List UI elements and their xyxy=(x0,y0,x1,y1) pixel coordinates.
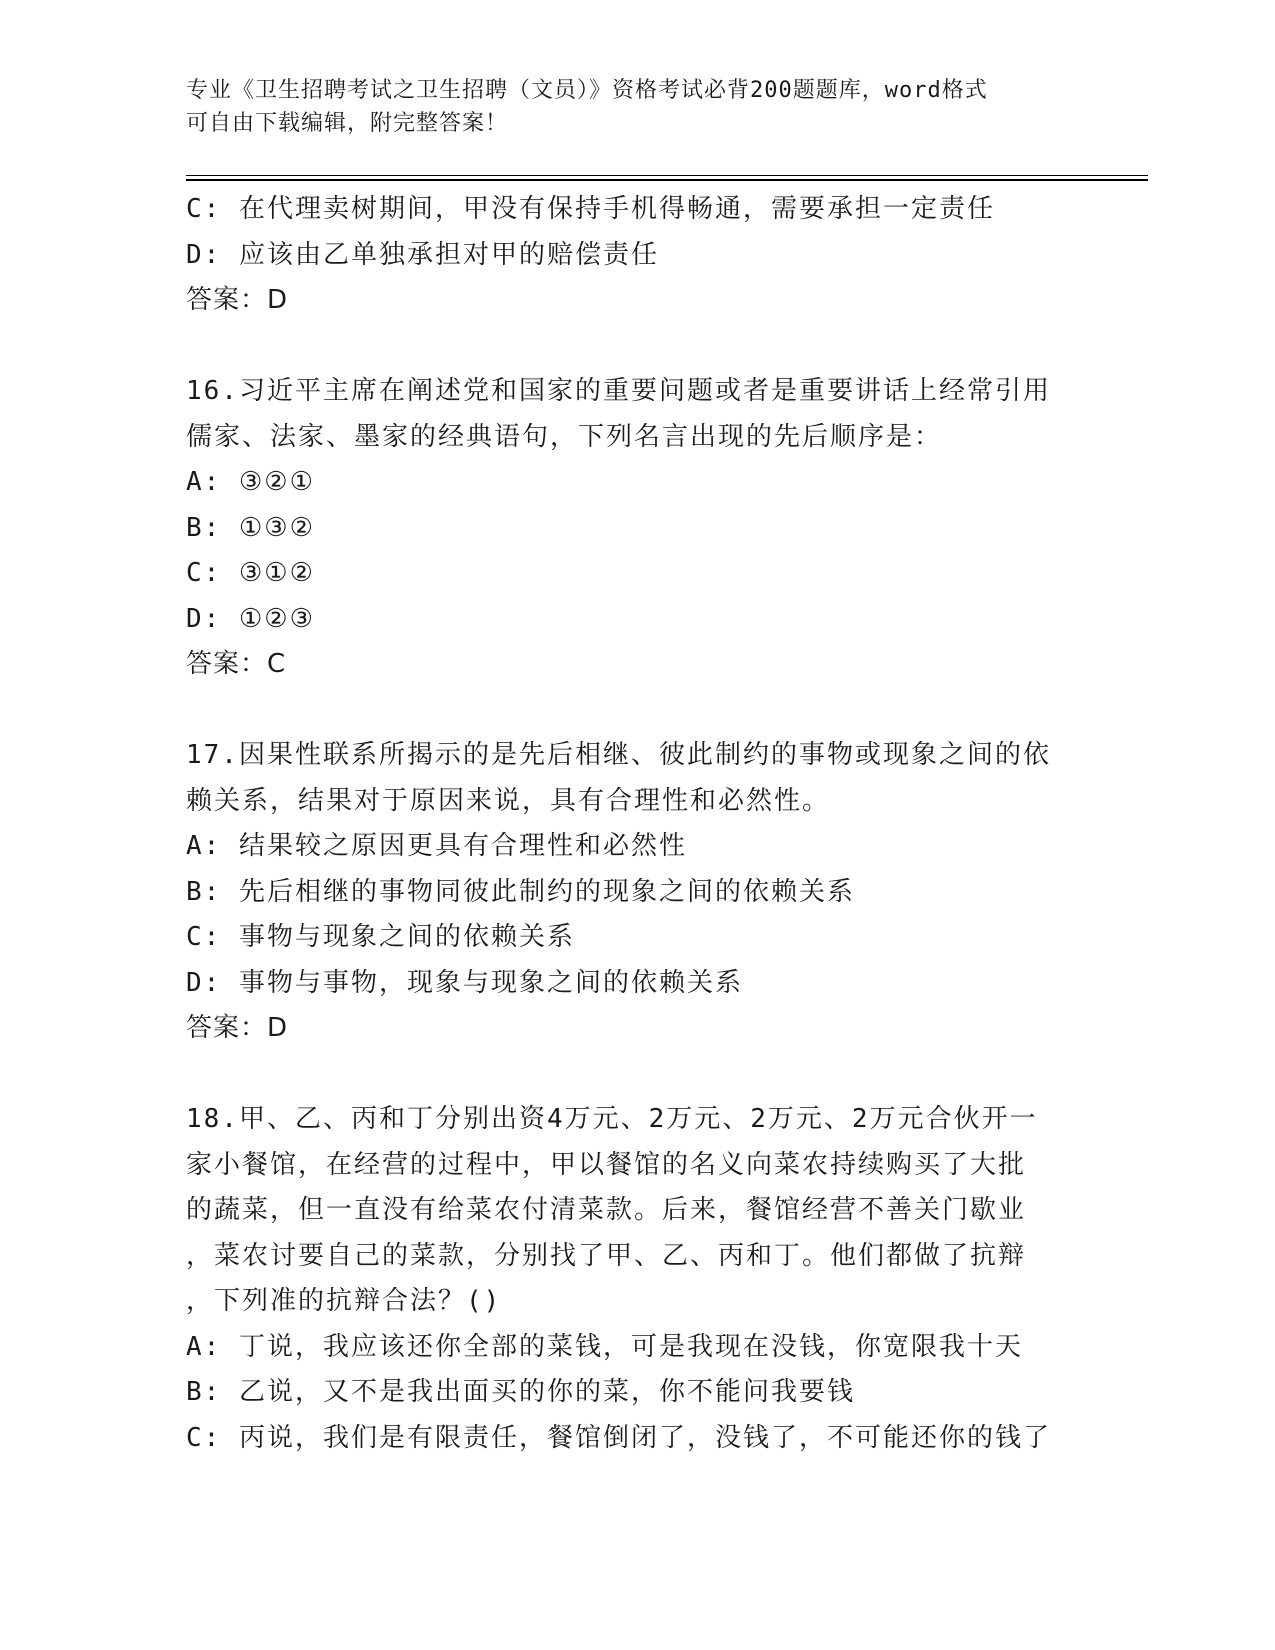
document-body xyxy=(186,187,1086,1461)
option-c: C: ③①② xyxy=(186,558,315,588)
option-c: C: 丙说，我们是有限责任，餐馆倒闭了，没钱了，不可能还你的钱了 xyxy=(186,1422,1051,1453)
question-stem-line: 16.习近平主席在阐述党和国家的重要问题或者是重要讲话上经常引用 xyxy=(186,376,1051,406)
spacer xyxy=(186,688,1086,734)
question-stem-line: 家小餐馆，在经营的过程中，甲以餐馆的名义向菜农持续购买了大批 xyxy=(186,1149,1027,1180)
answer-line: 答案：D xyxy=(186,1013,289,1043)
option-c: C: 在代理卖树期间，甲没有保持手机得畅通，需要承担一定责任 xyxy=(186,194,995,224)
header-line-2: 可自由下载编辑，附完整答案！ xyxy=(186,111,509,136)
option-b: B: 乙说，又不是我出面买的你的菜，你不能问我要钱 xyxy=(186,1377,855,1407)
question-stem-line: 17.因果性联系所揭示的是先后相继、彼此制约的事物或现象之间的依 xyxy=(186,740,1051,770)
header-divider-thick xyxy=(186,179,1148,181)
answer-line: 答案：D xyxy=(186,285,289,315)
option-d: D: ①②③ xyxy=(186,603,315,634)
header-line-1: 专业《卫生招聘考试之卫生招聘（文员）》资格考试必背200题题库，word格式 xyxy=(186,78,988,103)
question-stem-line: 18.甲、乙、丙和丁分别出资4万元、2万元、2万元、2万元合伙开一 xyxy=(186,1104,1038,1134)
question-stem-line: 赖关系，结果对于原因来说，具有合理性和必然性。 xyxy=(186,785,831,816)
spacer xyxy=(186,1052,1086,1098)
document-header xyxy=(186,74,1066,140)
option-a: A: 丁说，我应该还你全部的菜钱，可是我现在没钱，你宽限我十天 xyxy=(186,1331,1023,1362)
question-15-continued xyxy=(186,187,1086,324)
option-b: B: ①③② xyxy=(186,512,315,543)
question-stem-line: 儒家、法家、墨家的经典语句，下列名言出现的先后顺序是： xyxy=(186,421,943,452)
question-stem-line: ，菜农讨要自己的菜款，分别找了甲、乙、丙和丁。他们都做了抗辩 xyxy=(186,1240,1027,1271)
option-d: D: 事物与事物，现象与现象之间的依赖关系 xyxy=(186,967,743,998)
option-a: A: 结果较之原因更具有合理性和必然性 xyxy=(186,831,687,861)
question-stem-line: 的蔬菜，但一直没有给菜农付清菜款。后来，餐馆经营不善关门歇业 xyxy=(186,1195,1027,1225)
question-18 xyxy=(186,1097,1086,1461)
option-b: B: 先后相继的事物同彼此制约的现象之间的依赖关系 xyxy=(186,876,855,907)
spacer xyxy=(186,324,1086,370)
option-d: D: 应该由乙单独承担对甲的赔偿责任 xyxy=(186,239,659,270)
question-17 xyxy=(186,733,1086,1052)
question-stem-line: ，下列准的抗辩合法？() xyxy=(186,1286,502,1316)
option-a: A: ③②① xyxy=(186,467,315,497)
question-16 xyxy=(186,369,1086,688)
header-divider-thin xyxy=(186,175,1148,176)
option-c: C: 事物与现象之间的依赖关系 xyxy=(186,922,575,952)
answer-line: 答案：C xyxy=(186,649,287,679)
